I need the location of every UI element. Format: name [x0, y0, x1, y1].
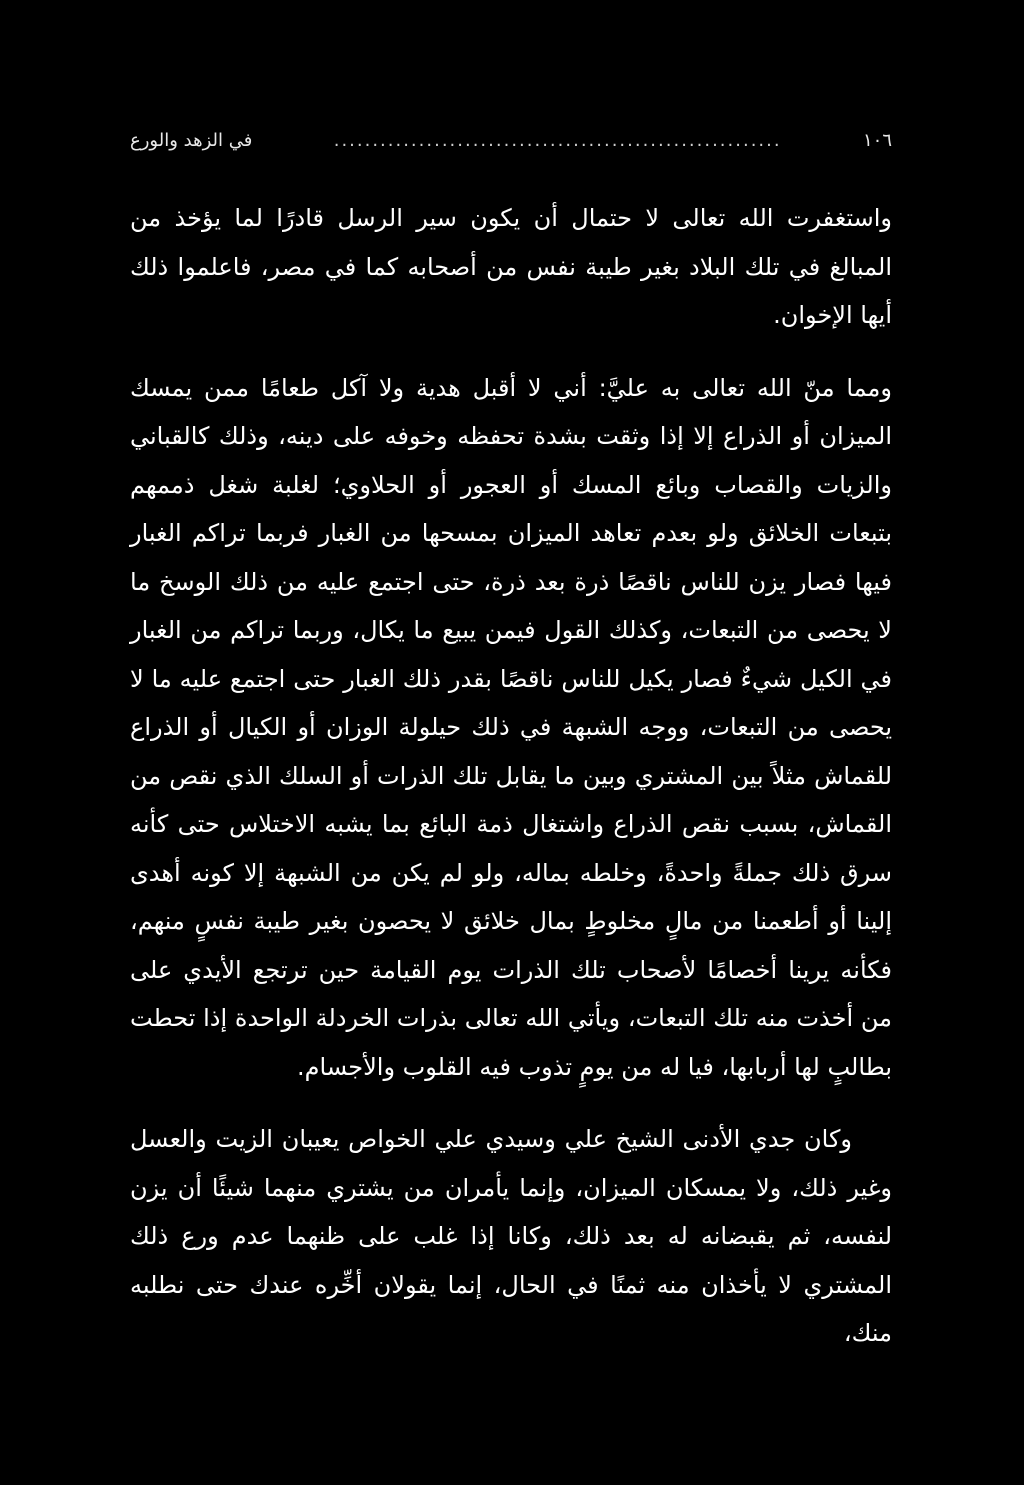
chapter-title: في الزهد والورع: [130, 130, 253, 151]
body-text: [130, 194, 892, 1358]
paragraph-1: واستغفرت الله تعالى لا حتمال أن يكون سير الرسل قادرًا لما يؤخذ من المبالغ في تلك البلاد بغير طيبة نفس من أصحابه كما في مصر، فاعلموا ذلك أيها الإخوان.: [130, 204, 892, 329]
book-page: [130, 130, 892, 1350]
running-header: [130, 130, 892, 178]
paragraph-2: ومما منّ الله تعالى به عليَّ: أني لا أقبل هدية ولا آكل طعامًا ممن يمسك الميزان أو الذراع إلا إذا وثقت بشدة تحفظه وخوفه على دينه، وذلك كالقباني والزيات والقصاب وبائع المسك أو العجور أو الحلاوي؛ لغلبة شغل ذممهم بتبعات الخلائق ولو بعدم تعاهد الميزان بمسحها من الغبار فربما تراكم الغبار فيها فصار يزن للناس ناقصًا ذرة بعد ذرة، حتى اجتمع عليه من ذلك الوسخ ما لا يحصى من التبعات، وكذلك القول فيمن يبيع ما يكال، وربما تراكم من الغبار في الكيل شيءٌ فصار يكيل للناس ناقصًا بقدر ذلك الغبار حتى اجتمع عليه ما لا يحصى من التبعات، ووجه الشبهة في ذلك حيلولة الوزان أو الكيال أو الذراع للقماش مثلاً بين المشتري وبين ما يقابل تلك الذرات أو السلك الذي نقص من القماش، بسبب نقص الذراع واشتغال ذمة البائع بما يشبه الاختلاس حتى كأنه سرق ذلك جملةً واحدةً، وخلطه بماله، ولو لم يكن من الشبهة إلا كونه أهدى إلينا أو أطعمنا من مالٍ مخلوطٍ بمال خلائق لا يحصون بغير طيبة نفسٍ منهم، فكأنه يرينا أخصامًا لأصحاب تلك الذرات يوم القيامة حين ترتجع الأيدي على من أخذت منه تلك التبعات، ويأتي الله تعالى بذرات الخردلة الواحدة إذا تحطت بطالبٍ لها أربابها، فيا له من يومٍ تذوب فيه القلوب والأجسام.: [130, 373, 892, 1081]
paragraph-3: وكان جدي الأدنى الشيخ علي وسيدي علي الخواص يعيبان الزيت والعسل وغير ذلك، ولا يمسكان الميزان، وإنما يأمران من يشتري منهما شيئًا أن يزن لنفسه، ثم يقبضانه له بعد ذلك، وكانا إذا غلب على ظنهما عدم ورع ذلك المشتري لا يأخذان منه ثمنًا في الحال، إنما يقولان أخِّره عندك حتى نطلبه منك،: [130, 1125, 892, 1347]
header-leader-dots: ..........................................................: [333, 130, 782, 151]
page-number: ١٠٦: [862, 130, 892, 151]
